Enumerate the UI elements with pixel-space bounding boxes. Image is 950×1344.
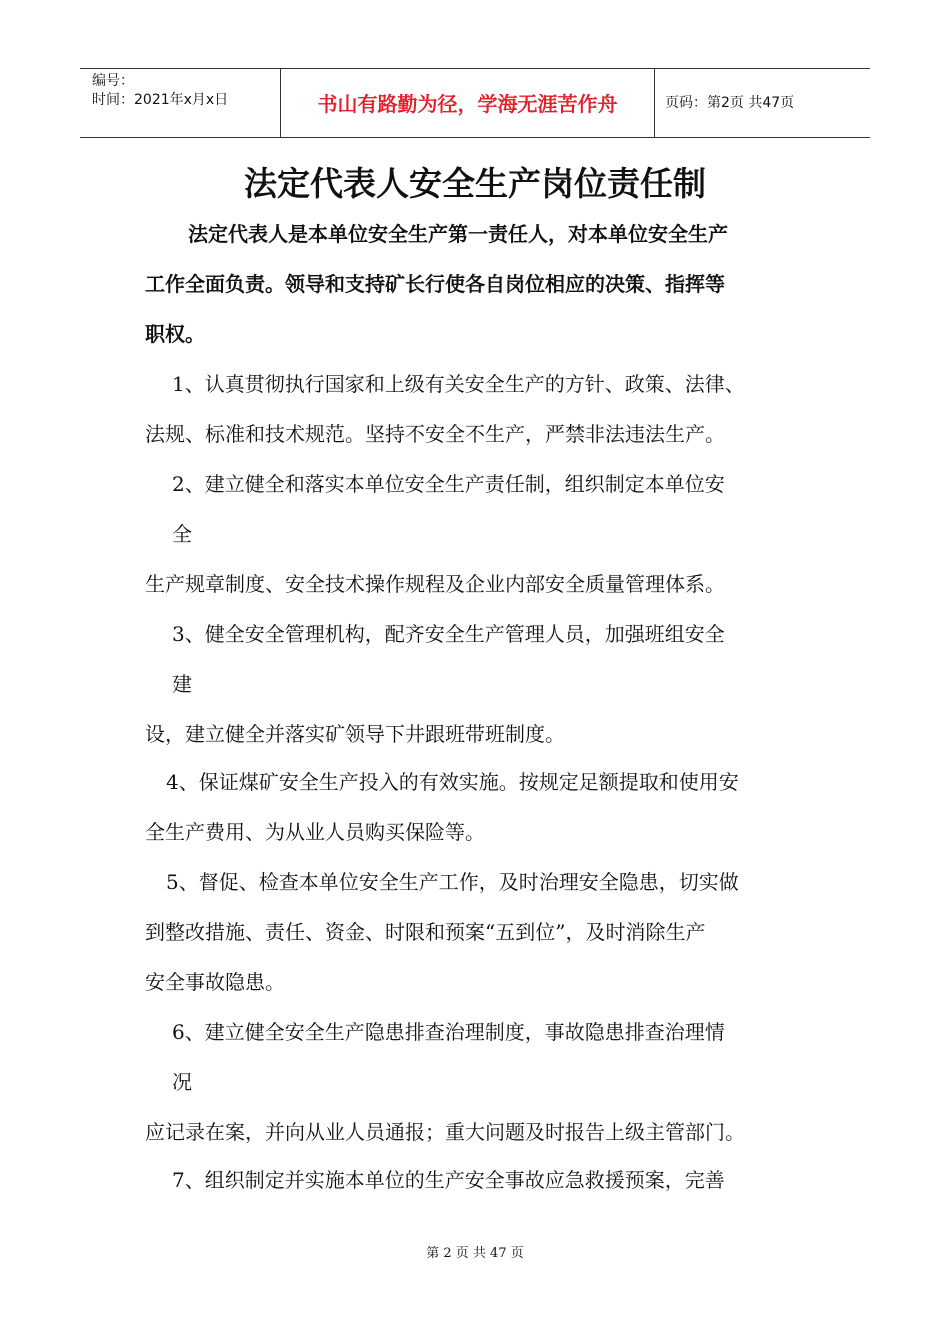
page-info: 页码：第2页 共47页: [665, 95, 795, 111]
clause-2-line-1: 2、建立健全和落实本单位安全生产责任制，组织制定本单位安: [172, 472, 725, 496]
clause-5-line-1: 5、督促、检查本单位安全生产工作，及时治理安全隐患，切实做: [166, 870, 739, 894]
header-meta-cell: [80, 69, 281, 137]
intro-line-1: 法定代表人是本单位安全生产第一责任人，对本单位安全生产: [188, 222, 728, 246]
clause-4-line-2: 全生产费用、为从业人员购买保险等。: [145, 820, 485, 844]
document-date-label: 时间：2021年x月x日: [92, 92, 229, 108]
clause-1-line-1: 1、认真贯彻执行国家和上级有关安全生产的方针、政策、法律、: [172, 372, 745, 396]
clause-4-line-1: 4、保证煤矿安全生产投入的有效实施。按规定足额提取和使用安: [166, 770, 739, 794]
clause-6-line-1: 6、建立健全安全生产隐患排查治理制度，事故隐患排查治理情: [172, 1020, 725, 1044]
clause-6-line-3: 应记录在案，并向从业人员通报；重大问题及时报告上级主管部门。: [145, 1120, 745, 1144]
header-page-cell: [655, 69, 870, 137]
clause-2-line-3: 生产规章制度、安全技术操作规程及企业内部安全质量管理体系。: [145, 572, 725, 596]
clause-2-line-2: 全: [172, 522, 192, 546]
page-footer: 第 2 页 共 47 页: [426, 1246, 524, 1261]
document-title: 法定代表人安全生产岗位责任制: [244, 164, 706, 203]
clause-6-line-2: 况: [172, 1070, 192, 1094]
header-motto-cell: [281, 69, 655, 137]
clause-1-line-2: 法规、标准和技术规范。坚持不安全不生产，严禁非法违法生产。: [145, 422, 725, 446]
intro-line-2: 工作全面负责。领导和支持矿长行使各自岗位相应的决策、指挥等: [145, 272, 725, 296]
clause-5-line-2: 到整改措施、责任、资金、时限和预案“五到位”，及时消除生产: [145, 920, 706, 944]
header-table: [80, 68, 870, 138]
clause-7-line-1: 7、组织制定并实施本单位的生产安全事故应急救援预案，完善: [172, 1168, 725, 1192]
intro-line-3: 职权。: [145, 322, 205, 346]
clause-3-line-2: 建: [172, 672, 192, 696]
clause-5-line-3: 安全事故隐患。: [145, 970, 285, 994]
motto-text: 书山有路勤为径，学海无涯苦作舟: [317, 92, 618, 116]
document-number-label: 编号：: [92, 73, 134, 89]
clause-3-line-1: 3、健全安全管理机构，配齐安全生产管理人员，加强班组安全: [172, 622, 725, 646]
clause-3-line-3: 设，建立健全并落实矿领导下井跟班带班制度。: [145, 722, 565, 746]
